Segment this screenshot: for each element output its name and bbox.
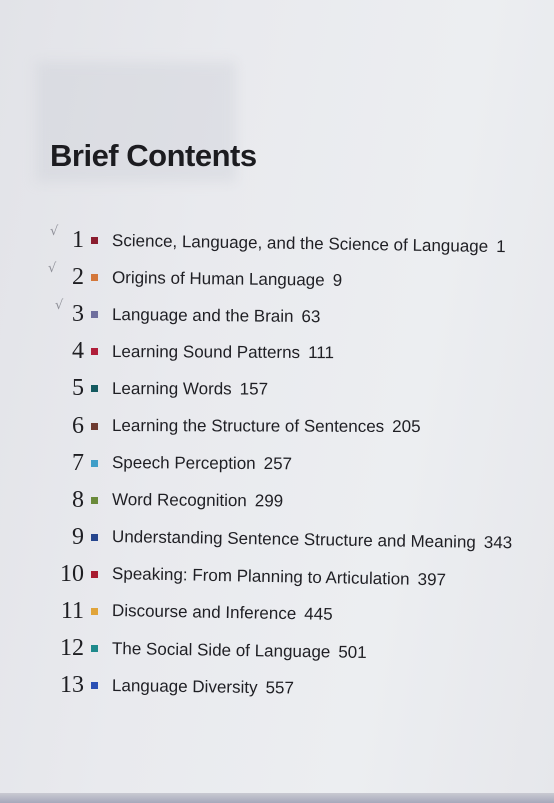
chapter-page-number: 1 (496, 236, 506, 256)
chapter-page-number: 9 (332, 270, 343, 290)
contents-entry (0, 593, 554, 630)
chapter-title: Learning Sound Patterns (111, 341, 301, 362)
chapter-color-square-icon (91, 311, 98, 318)
chapter-entry-text (112, 268, 342, 291)
contents-entry (0, 296, 554, 333)
contents-entry (0, 445, 554, 482)
chapter-entry-text (112, 527, 512, 553)
chapter-page-number: 397 (417, 570, 447, 590)
chapter-title: Science, Language, and the Science of Language (111, 230, 489, 256)
chapter-color-square-icon (91, 682, 98, 689)
chapter-title: Learning Words (111, 378, 232, 399)
chapter-page-number: 157 (239, 379, 269, 399)
page-title: Brief Contents (50, 138, 257, 173)
chapter-page-number: 501 (338, 642, 367, 662)
chapter-entry-text (112, 676, 294, 699)
chapter-color-square-icon (91, 348, 98, 355)
page-bottom-edge (0, 793, 554, 803)
chapter-number: 12 (60, 635, 84, 662)
chapter-color-square-icon (91, 534, 98, 541)
chapter-title: Language and the Brain (111, 304, 294, 326)
chapter-color-square-icon (91, 423, 98, 430)
pencil-checkmark-icon: √ (55, 298, 64, 314)
chapter-title: Speaking: From Planning to Articulation (111, 564, 410, 590)
chapter-number: 9 (72, 523, 84, 550)
chapter-entry-text (112, 379, 268, 400)
chapter-title: The Social Side of Language (111, 638, 331, 662)
chapter-title: Language Diversity (111, 675, 258, 697)
contents-entry (0, 556, 554, 593)
chapter-number: 3 (72, 301, 84, 328)
chapter-entry-text (112, 453, 292, 474)
chapter-number: 5 (72, 375, 84, 402)
pencil-checkmark-icon: √ (50, 224, 59, 239)
contents-entry (0, 222, 554, 259)
chapter-entry-text (112, 342, 334, 363)
contents-entry (0, 370, 554, 407)
chapter-color-square-icon (91, 608, 98, 615)
contents-entry (0, 482, 554, 519)
chapter-entry-text (112, 564, 446, 590)
contents-entry (0, 333, 554, 370)
chapter-page-number: 343 (483, 533, 513, 553)
chapter-number: 4 (72, 338, 84, 365)
contents-entry (0, 667, 554, 704)
chapter-page-number: 111 (308, 342, 334, 362)
chapter-number: 7 (72, 449, 84, 476)
contents-entry (0, 519, 554, 556)
chapter-number: 2 (72, 264, 84, 291)
chapter-entry-text (112, 490, 283, 511)
chapter-title: Word Recognition (111, 490, 247, 511)
chapter-entry-text (112, 305, 321, 327)
chapter-number: 13 (60, 672, 84, 699)
contents-entry (0, 630, 554, 667)
chapter-page-number: 299 (254, 491, 284, 511)
chapter-title: Speech Perception (111, 453, 256, 474)
chapter-entry-text (112, 601, 333, 625)
chapter-color-square-icon (91, 645, 98, 652)
chapter-page-number: 557 (265, 677, 295, 698)
pencil-checkmark-icon: √ (48, 261, 57, 277)
chapter-number: 10 (60, 560, 84, 587)
chapter-entry-text (112, 639, 367, 663)
contents-list (0, 222, 554, 704)
chapter-color-square-icon (91, 571, 98, 578)
chapter-title: Discourse and Inference (111, 601, 297, 624)
chapter-color-square-icon (91, 237, 98, 244)
chapter-page-number: 63 (301, 306, 321, 326)
chapter-color-square-icon (91, 385, 98, 392)
contents-entry (0, 259, 554, 296)
chapter-entry-text (112, 231, 506, 257)
chapter-title: Learning the Structure of Sentences (111, 416, 385, 436)
chapter-page-number: 257 (263, 454, 293, 474)
chapter-number: 6 (72, 412, 84, 439)
chapter-entry-text (112, 416, 421, 437)
chapter-color-square-icon (91, 274, 98, 281)
contents-entry (0, 407, 554, 444)
chapter-color-square-icon (91, 497, 98, 504)
chapter-number: 8 (72, 486, 84, 513)
chapter-number: 11 (60, 597, 84, 624)
chapter-number: 1 (72, 227, 84, 254)
chapter-title: Origins of Human Language (111, 267, 325, 290)
chapter-page-number: 445 (304, 604, 333, 625)
chapter-page-number: 205 (392, 416, 421, 437)
chapter-color-square-icon (91, 460, 98, 467)
chapter-title: Understanding Sentence Structure and Meaning (111, 527, 476, 553)
